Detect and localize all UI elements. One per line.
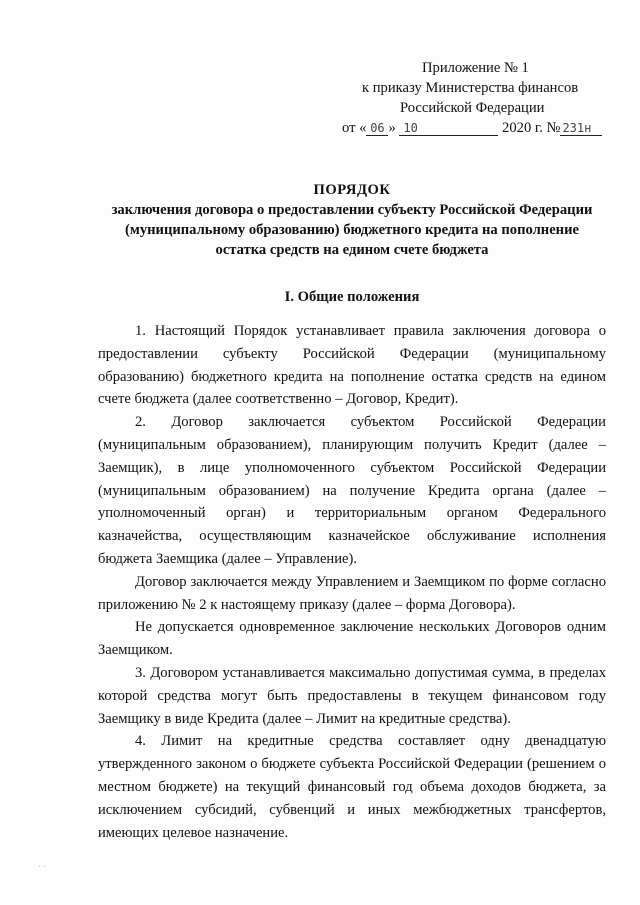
title-subtitle-line: (муниципальному образованию) бюджетного кредита на пополнение <box>125 222 579 238</box>
paragraph: Договор заключается между Управлением и Заемщиком по форме согласно приложению № 2 к настоящему приказу (далее – форма Договора). <box>98 573 606 613</box>
document-title <box>96 180 608 260</box>
scan-artifact-mark: · · <box>38 862 46 871</box>
paragraph: 1. Настоящий Порядок устанавливает правила заключения договора о предоставлении субъекту Российской Федерации (муниципальному образованию) бюджетного кредита на пополнение остатка средств на едином счете бюджета (далее соответственно – Договор, Кредит). <box>98 323 606 408</box>
appendix-number: Приложение № 1 <box>422 60 529 76</box>
appendix-date-line <box>330 118 600 138</box>
date-quote-close: » <box>388 120 396 136</box>
date-year: 2020 г. № <box>502 120 561 136</box>
title-main: ПОРЯДОК <box>313 182 391 198</box>
paragraph: 2. Договор заключается субъектом Российской Федерации (муниципальным образованием), планирующим получить Кредит (далее – Заемщик), в лице уполномоченного субъектом Российской Федерации (муниципальным образованием) на получение Кредита органа (далее – уполномоченный орган) и территориальным органом Федерального казначейства, осуществляющим казначейское обслуживание исполнения бюджета Заемщика (далее – Управление). <box>98 414 606 567</box>
title-subtitle-line: остатка средств на едином счете бюджета <box>215 242 489 258</box>
date-prefix: от « <box>342 120 367 136</box>
appendix-ministry: Российской Федерации <box>400 100 545 116</box>
date-month-field: 10 <box>399 121 498 136</box>
paragraph: Не допускается одновременное заключение нескольких Договоров одним Заемщиком. <box>98 619 606 659</box>
title-subtitle-line: заключения договора о предоставлении субъекту Российской Федерации <box>111 202 593 218</box>
document-body <box>98 320 606 844</box>
order-number-field: 231н <box>560 121 602 136</box>
appendix-order-ref: к приказу Министерства финансов <box>362 80 579 96</box>
date-day-field: 06 <box>366 121 388 136</box>
appendix-header <box>330 58 600 138</box>
paragraph: 4. Лимит на кредитные средства составляет одну двенадцатую утвержденного законом о бюджете субъекта Российской Федерации (решением о местном бюджете) на текущий финансовый год объема доходов бюджета, за исключением субсидий, субвенций и иных межбюджетных трансфертов, имеющих целевое назначение. <box>98 733 606 841</box>
section-heading: I. Общие положения <box>284 289 420 305</box>
paragraph: 3. Договором устанавливается максимально допустимая сумма, в пределах которой средства могут быть предоставлены в текущем финансовом году Заемщику в виде Кредита (далее – Лимит на кредитные средства). <box>98 664 606 727</box>
